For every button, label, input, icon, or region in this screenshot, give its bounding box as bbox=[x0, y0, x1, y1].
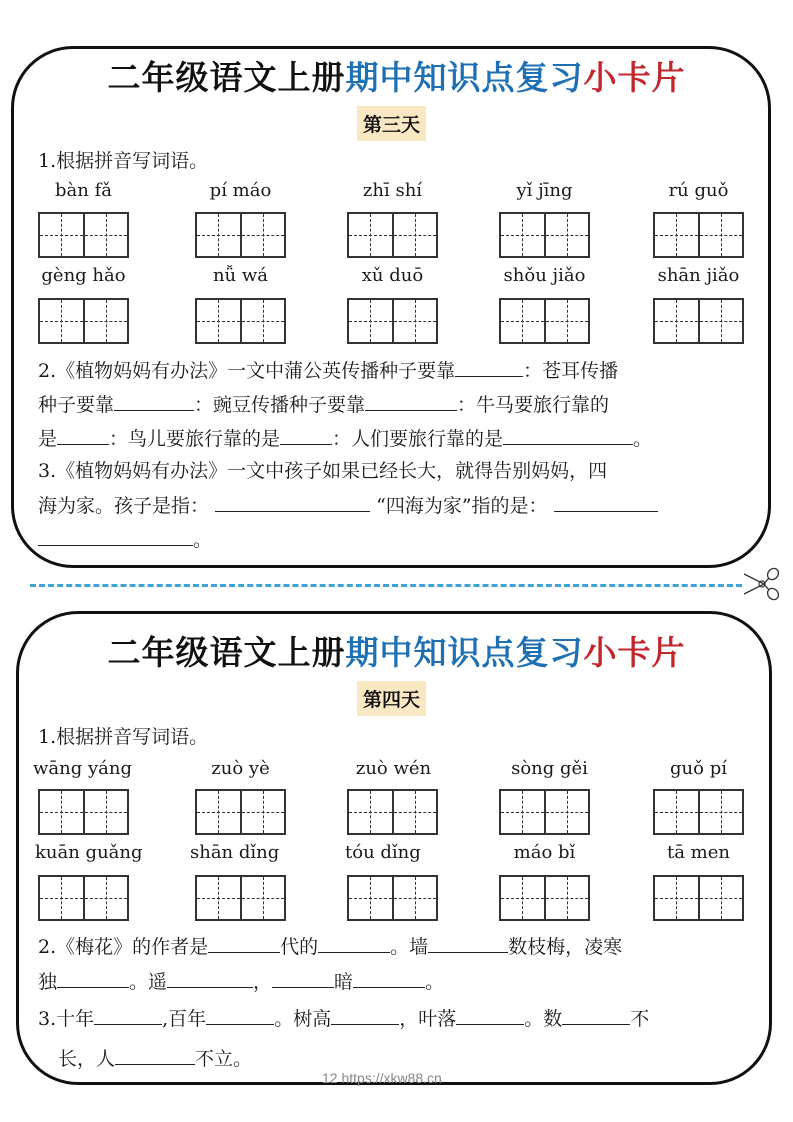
pinyin-label: yǐ jīng bbox=[516, 180, 573, 201]
question-2-line-1: 2.《植物妈妈有办法》一文中蒲公英传播种子要靠 ：苍耳传播 bbox=[38, 360, 619, 382]
answer-blank[interactable] bbox=[215, 510, 370, 512]
tianzige-writing-grid[interactable] bbox=[499, 875, 590, 921]
pinyin-label: shǒu jiǎo bbox=[503, 265, 586, 286]
answer-blank[interactable] bbox=[57, 986, 129, 988]
tianzige-writing-grid[interactable] bbox=[38, 789, 129, 835]
pinyin-label: shān jiǎo bbox=[657, 265, 740, 286]
question-3-line-1: 3.《植物妈妈有办法》一文中孩子如果已经长大，就得告别妈妈，四 bbox=[38, 460, 608, 482]
answer-blank[interactable] bbox=[562, 1023, 630, 1025]
question-1-label: 1.根据拼音写词语。 bbox=[38, 150, 209, 172]
question-2-line-2: 种子要靠 ：豌豆传播种子要靠 ：牛马要旅行靠的 bbox=[38, 394, 610, 416]
tianzige-writing-grid[interactable] bbox=[347, 212, 438, 258]
tianzige-writing-grid[interactable] bbox=[195, 789, 286, 835]
question-2-line-2: 独 。遥 ， 暗 。 bbox=[38, 971, 445, 993]
cut-line bbox=[30, 584, 742, 587]
pinyin-label: zuò wén bbox=[355, 758, 432, 779]
answer-blank[interactable] bbox=[114, 409, 194, 411]
tianzige-writing-grid[interactable] bbox=[499, 212, 590, 258]
tianzige-writing-grid[interactable] bbox=[653, 789, 744, 835]
tianzige-writing-grid[interactable] bbox=[653, 875, 744, 921]
tianzige-writing-grid[interactable] bbox=[653, 298, 744, 344]
tianzige-writing-grid[interactable] bbox=[347, 875, 438, 921]
answer-blank[interactable] bbox=[455, 375, 523, 377]
tianzige-writing-grid[interactable] bbox=[195, 875, 286, 921]
page-footer: 12 https://xkw88.cn bbox=[322, 1070, 442, 1086]
pinyin-label: sòng gěi bbox=[511, 758, 588, 779]
pinyin-label: shān dǐng bbox=[190, 842, 280, 863]
answer-blank[interactable] bbox=[331, 1023, 399, 1025]
day-badge: 第三天 bbox=[357, 106, 426, 141]
tianzige-writing-grid[interactable] bbox=[38, 212, 129, 258]
answer-blank[interactable] bbox=[208, 951, 280, 953]
pinyin-label: xǔ duō bbox=[361, 265, 424, 286]
answer-blank[interactable] bbox=[280, 443, 332, 445]
pinyin-label: zuò yè bbox=[211, 758, 270, 779]
answer-blank[interactable] bbox=[365, 409, 457, 411]
answer-blank[interactable] bbox=[57, 443, 109, 445]
answer-blank[interactable] bbox=[554, 510, 658, 512]
answer-blank[interactable] bbox=[38, 544, 193, 546]
answer-blank[interactable] bbox=[115, 1063, 195, 1065]
answer-blank[interactable] bbox=[428, 951, 508, 953]
answer-blank[interactable] bbox=[318, 951, 390, 953]
pinyin-label: wāng yáng bbox=[33, 758, 132, 779]
pinyin-label: guǒ pí bbox=[670, 758, 727, 779]
tianzige-writing-grid[interactable] bbox=[653, 212, 744, 258]
answer-blank[interactable] bbox=[353, 986, 425, 988]
answer-blank[interactable] bbox=[503, 443, 633, 445]
pinyin-label: gèng hǎo bbox=[41, 265, 126, 286]
question-3-line-3: 。 bbox=[38, 531, 212, 550]
pinyin-label: tā men bbox=[667, 842, 730, 863]
scissors-icon bbox=[742, 566, 782, 602]
answer-blank[interactable] bbox=[456, 1023, 524, 1025]
card-title: 二年级语文上册期中知识点复习小卡片 bbox=[107, 633, 686, 672]
tianzige-writing-grid[interactable] bbox=[347, 298, 438, 344]
question-2-line-1: 2.《梅花》的作者是 代的 。墙 数枝梅，凌寒 bbox=[38, 936, 623, 958]
pinyin-label: nǚ wá bbox=[212, 265, 269, 286]
answer-blank[interactable] bbox=[167, 986, 253, 988]
tianzige-writing-grid[interactable] bbox=[499, 298, 590, 344]
pinyin-label: pí máo bbox=[209, 180, 272, 201]
pinyin-label: bàn fǎ bbox=[55, 180, 112, 201]
tianzige-writing-grid[interactable] bbox=[347, 789, 438, 835]
question-3-line-2: 长，人 不立。 bbox=[58, 1048, 253, 1070]
answer-blank[interactable] bbox=[94, 1023, 162, 1025]
tianzige-writing-grid[interactable] bbox=[195, 298, 286, 344]
tianzige-writing-grid[interactable] bbox=[38, 298, 129, 344]
question-1-label: 1.根据拼音写词语。 bbox=[38, 726, 209, 748]
answer-blank[interactable] bbox=[206, 1023, 274, 1025]
tianzige-writing-grid[interactable] bbox=[499, 789, 590, 835]
pinyin-label: kuān guǎng bbox=[35, 842, 143, 863]
tianzige-writing-grid[interactable] bbox=[195, 212, 286, 258]
question-3-line-2: 海为家。孩子是指： “四海为家”指的是： bbox=[38, 497, 658, 516]
card-title: 二年级语文上册期中知识点复习小卡片 bbox=[107, 58, 686, 97]
pinyin-label: tóu dǐng bbox=[345, 842, 421, 863]
question-2-line-3: 是 ：鸟儿要旅行靠的是 ：人们要旅行靠的是 。 bbox=[38, 428, 653, 450]
day-badge: 第四天 bbox=[357, 681, 426, 716]
tianzige-writing-grid[interactable] bbox=[38, 875, 129, 921]
pinyin-label: zhī shí bbox=[362, 180, 423, 201]
answer-blank[interactable] bbox=[272, 986, 334, 988]
question-3-line-1: 3.十年 ,百年 。树高 ，叶落 。数 不 bbox=[38, 1008, 650, 1030]
pinyin-label: rú guǒ bbox=[668, 180, 729, 201]
pinyin-label: máo bǐ bbox=[513, 842, 576, 863]
